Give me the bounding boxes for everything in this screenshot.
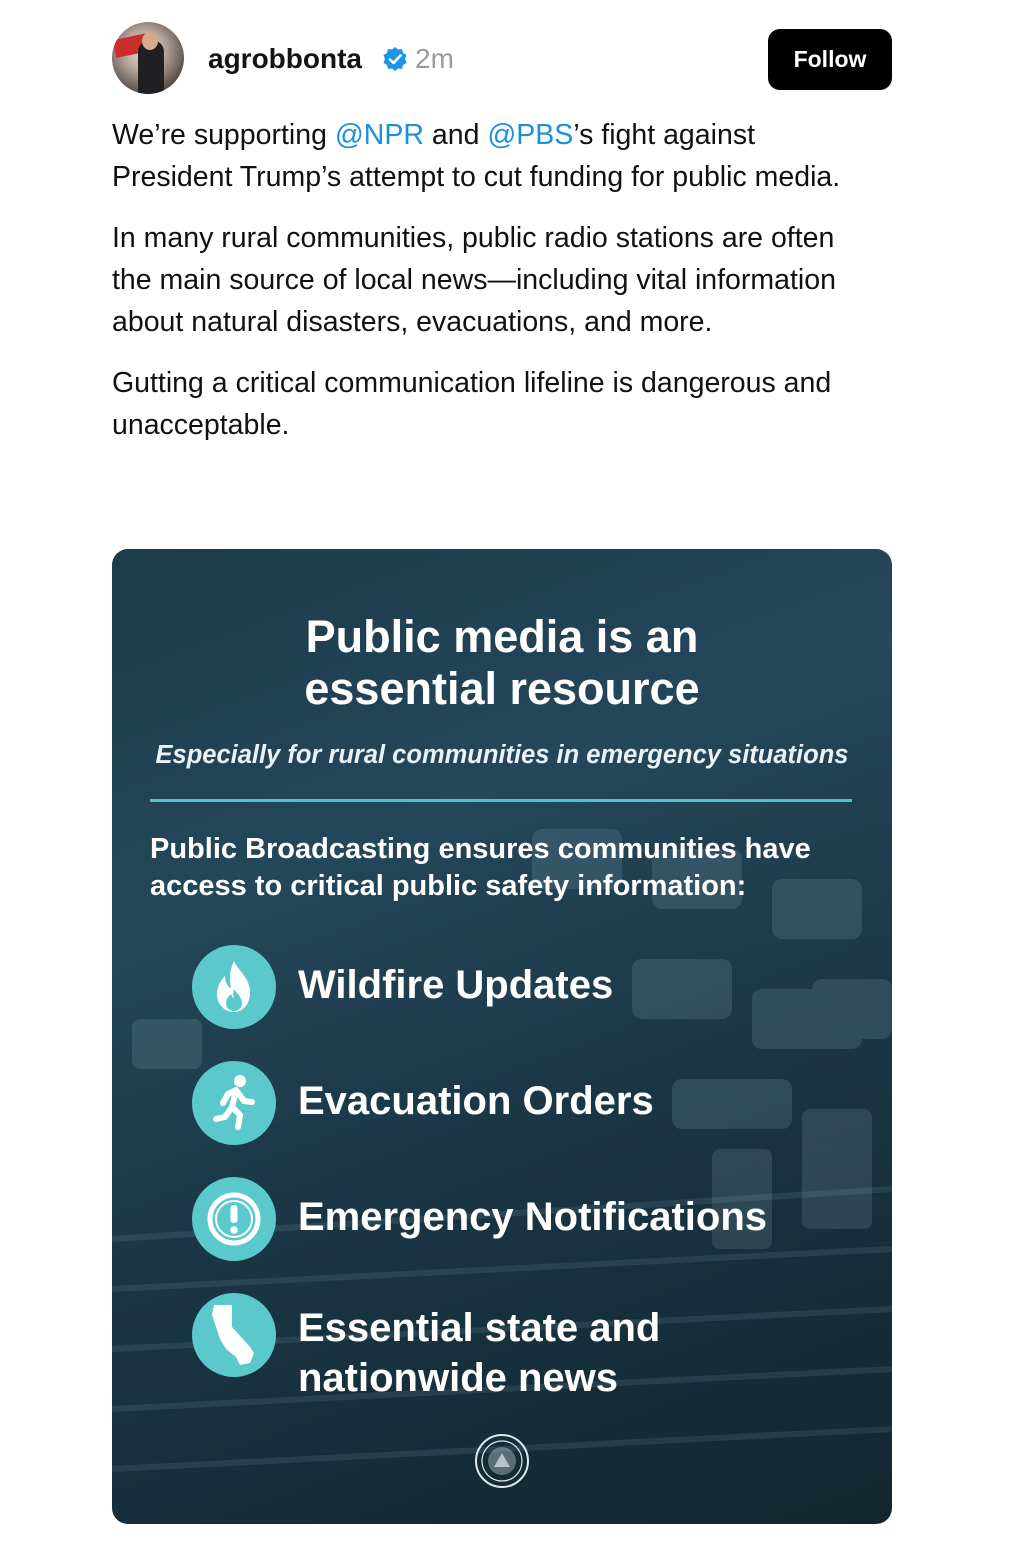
post-paragraph: In many rural communities, public radio stations are often the main source of local news—including vital information about natural disasters, evacuations, and more.	[112, 222, 836, 338]
post-text-segment: ’s fight against President Trump’s attempt to cut funding for public media.	[112, 119, 841, 193]
media-item-emergency	[192, 1177, 852, 1263]
post-paragraph: Gutting a critical communication lifeline is dangerous and unacceptable.	[112, 367, 832, 441]
post-time: 2m	[415, 43, 454, 74]
post-image[interactable]	[112, 549, 892, 1524]
mention-npr-link[interactable]: @NPR	[334, 119, 424, 151]
post-paragraph	[112, 114, 872, 198]
media-intro-line: Public Broadcasting ensures communities have	[150, 833, 811, 865]
california-map-icon	[192, 1293, 276, 1377]
mention-pbs-link[interactable]: @PBS	[487, 119, 574, 151]
verified-badge-icon	[382, 46, 408, 72]
exclamation-icon	[192, 1177, 276, 1261]
fire-icon	[192, 945, 276, 1029]
avatar[interactable]	[112, 22, 184, 94]
running-person-icon	[192, 1061, 276, 1145]
media-subtitle: Especially for rural communities in emergency situations	[155, 741, 849, 769]
media-item-news	[192, 1293, 852, 1400]
post-text	[112, 114, 872, 465]
media-title-line: Public media is an	[305, 611, 699, 662]
media-item-label: Emergency Notifications	[298, 1195, 768, 1239]
post-text-segment: and	[423, 119, 488, 151]
follow-button[interactable]: Follow	[768, 29, 892, 90]
media-item-evacuation	[192, 1061, 852, 1147]
username[interactable]: agrobbonta	[208, 43, 362, 74]
attorney-general-seal-icon	[474, 1433, 530, 1489]
post-text-segment: We’re supporting	[112, 119, 335, 151]
post-header	[112, 22, 892, 94]
media-item-label: Evacuation Orders	[298, 1079, 654, 1123]
media-item-label	[298, 1303, 660, 1403]
media-title-line: essential resource	[304, 663, 700, 714]
media-title	[112, 611, 892, 715]
media-item-label-line: Essential state and	[298, 1306, 661, 1350]
media-intro-line: access to critical public safety information:	[150, 870, 747, 902]
media-item-wildfire	[192, 945, 852, 1031]
divider	[150, 799, 852, 802]
media-item-label: Wildfire Updates	[298, 963, 614, 1007]
media-intro	[150, 831, 870, 905]
avatar-face	[142, 32, 158, 50]
media-item-label-line: nationwide news	[298, 1356, 619, 1400]
